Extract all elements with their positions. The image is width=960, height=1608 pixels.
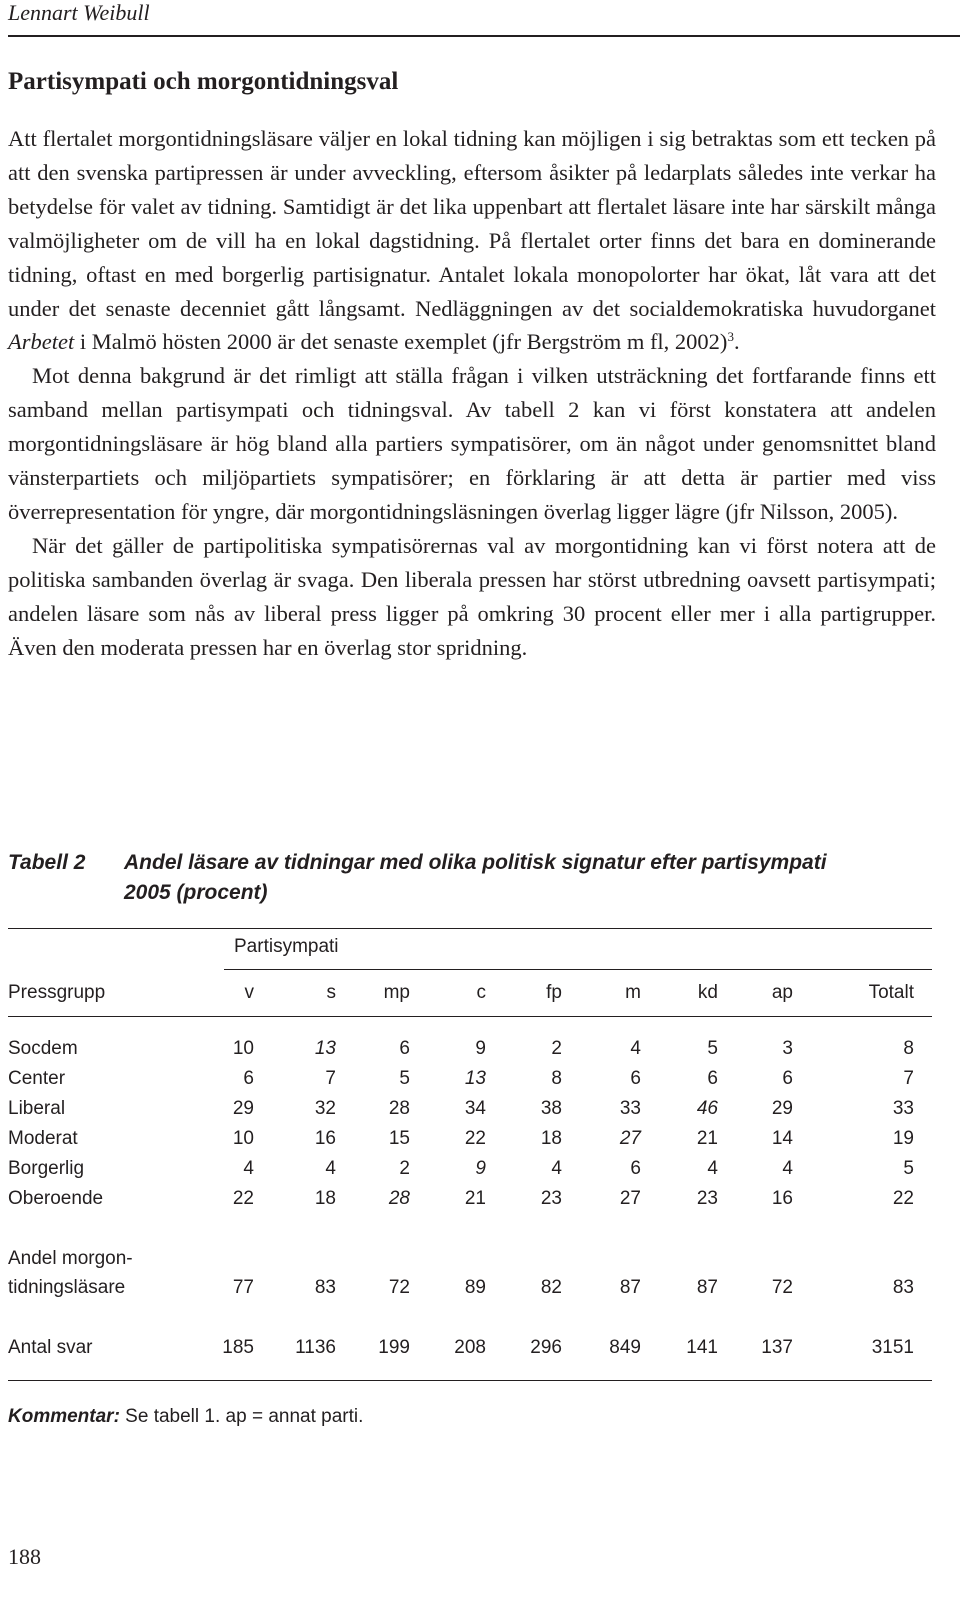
table-cell: 9	[475, 1038, 486, 1059]
paragraph-1-text: Att flertalet morgontidningsläsare väljer en lokal tidning kan möjligen i sig betraktas som ett tecken på att den svenska partipressen är under avveckling, eftersom åsikter på ledarplats således inte verkar ha betydelse för valet av tidning. Samtidigt är det lika uppenbart att flertalet läsare inte har särskilt många valmöjligheter om de vill ha en lokal dagstidning. På flertalet orter finns det bara en dominerande tidning, oftast en med borgerlig partisignatur. Antalet lokala monopolorter har ökat, låt vara att det under det senaste decenniet gått långsamt. Nedläggningen av det socialdemokratiska huvudorganet	[8, 126, 936, 321]
table-cell: 21	[464, 1188, 486, 1209]
comment-text: Se tabell 1. ap = annat parti.	[119, 1406, 364, 1427]
column-header: c	[476, 982, 486, 1003]
table-cell: 14	[771, 1128, 793, 1149]
table-cell: 22	[892, 1188, 914, 1209]
table-cell: 22	[464, 1128, 486, 1149]
table-label: Tabell 2	[8, 851, 86, 874]
column-header: v	[244, 982, 254, 1003]
table-title: Andel läsare av tidningar med olika politisk signatur efter partisympati 2005 (procent)	[124, 851, 827, 904]
table-cell: 33	[619, 1098, 641, 1119]
row-label: Antal svar	[8, 1337, 93, 1358]
table-cell: 185	[222, 1337, 254, 1358]
table-cell: 27	[619, 1128, 641, 1149]
table-cell: 29	[771, 1098, 793, 1119]
table-cell: 849	[609, 1337, 641, 1358]
table-cell: 29	[232, 1098, 254, 1119]
table-cell: 72	[771, 1277, 793, 1298]
section-title: Partisympati och morgontidningsval	[8, 68, 399, 95]
paragraph-1	[8, 122, 936, 359]
table-cell: 8	[903, 1038, 914, 1059]
table-cell: 141	[686, 1337, 718, 1358]
table-cell: 2	[551, 1038, 562, 1059]
table-cell: 3	[782, 1038, 793, 1059]
table-cell: 5	[399, 1068, 410, 1089]
table-group-rule	[224, 969, 932, 970]
table-cell: 87	[619, 1277, 641, 1298]
table-cell: 13	[314, 1038, 336, 1059]
table-cell: 199	[378, 1337, 410, 1358]
table-cell: 4	[630, 1038, 641, 1059]
column-header: ap	[771, 982, 793, 1003]
paragraph-1-rest: i Malmö hösten 2000 är det senaste exemplet (jfr Bergström m fl, 2002)	[74, 329, 728, 355]
table-cell: 1136	[295, 1337, 336, 1358]
table-cell: 10	[232, 1038, 254, 1059]
body-text	[8, 122, 936, 665]
paragraph-2: Mot denna bakgrund är det rimligt att ställa frågan i vilken utsträckning det fortfarande finns ett samband mellan partisympati och tidningsval. Av tabell 2 kan vi först konstatera att andelen morgontidningsläsare är hög bland alla partiers sympatisörer, om än något under genomsnittet bland vänsterpartiets och miljöpartiets sympatisörer; en förklaring är att detta är partier med viss överrepresentation för yngre, där morgontidningsläsningen överlag ligger lägre (jfr Nilsson, 2005).	[8, 363, 936, 524]
comment-label: Kommentar:	[8, 1406, 120, 1427]
table-bottom-rule	[8, 1380, 932, 1381]
table-top-rule	[8, 928, 932, 929]
table-cell: 19	[892, 1128, 914, 1149]
row-label: Moderat	[8, 1128, 78, 1149]
table-cell: 28	[388, 1188, 410, 1209]
column-header: fp	[546, 982, 562, 1003]
table-cell: 6	[630, 1068, 641, 1089]
table-cell: 16	[314, 1128, 336, 1149]
table-header-rule	[8, 1016, 932, 1017]
header-rule	[8, 35, 960, 37]
row-label: Borgerlig	[8, 1158, 85, 1179]
table-cell: 3151	[871, 1337, 914, 1358]
row-label: tidningsläsare	[8, 1277, 126, 1298]
paragraph-1-end: .	[733, 329, 740, 355]
row-label: Socdem	[8, 1038, 78, 1059]
row-label: Liberal	[8, 1098, 66, 1119]
table-comment	[8, 1406, 363, 1428]
table-cell: 32	[314, 1098, 336, 1119]
table-cell: 87	[696, 1277, 718, 1298]
table-cell: 2	[399, 1158, 410, 1179]
table-cell: 77	[232, 1277, 254, 1298]
table-cell: 6	[707, 1068, 718, 1089]
table-cell: 18	[314, 1188, 336, 1209]
table-cell: 7	[325, 1068, 336, 1089]
column-header: m	[625, 982, 641, 1003]
table-cell: 89	[464, 1277, 486, 1298]
table-cell: 38	[540, 1098, 562, 1119]
table-cell: 6	[630, 1158, 641, 1179]
table-cell: 22	[232, 1188, 254, 1209]
table-cell: 6	[243, 1068, 254, 1089]
table-cell: 296	[530, 1337, 562, 1358]
table-cell: 4	[707, 1158, 718, 1179]
row-label: Andel morgon-	[8, 1248, 133, 1269]
table-cell: 27	[619, 1188, 641, 1209]
table-cell: 6	[399, 1038, 410, 1059]
table-cell: 9	[475, 1158, 486, 1179]
table-cell: 16	[771, 1188, 793, 1209]
newspaper-title-arbetet: Arbetet	[8, 329, 75, 355]
table-cell: 8	[551, 1068, 562, 1089]
table-cell: 83	[314, 1277, 336, 1298]
table-cell: 83	[892, 1277, 914, 1298]
table-cell: 72	[388, 1277, 410, 1298]
column-header: Totalt	[868, 982, 914, 1003]
table-cell: 13	[464, 1068, 486, 1089]
table-cell: 23	[696, 1188, 718, 1209]
table-cell: 7	[903, 1068, 914, 1089]
table-cell: 46	[696, 1098, 718, 1119]
page-number: 188	[8, 1544, 41, 1569]
table-cell: 4	[243, 1158, 254, 1179]
table-cell: 21	[696, 1128, 718, 1149]
table-cell: 6	[782, 1068, 793, 1089]
table-cell: 5	[707, 1038, 718, 1059]
table-cell: 15	[388, 1128, 410, 1149]
row-label: Center	[8, 1068, 66, 1089]
table-cell: 208	[454, 1337, 486, 1358]
table-group-header: Partisympati	[234, 936, 339, 957]
running-head-author: Lennart Weibull	[8, 0, 150, 25]
column-header: kd	[697, 982, 718, 1003]
paragraph-3: När det gäller de partipolitiska sympatisörernas val av morgontidning kan vi först notera att de politiska sambanden överlag är svaga. Den liberala pressen har störst utbredning oavsett partisympati; andelen läsare som nås av liberal press ligger på omkring 30 procent eller mer i alla partigrupper. Även den moderata pressen har en överlag stor spridning.	[8, 532, 936, 660]
table-cell: 33	[892, 1098, 914, 1119]
table-cell: 4	[782, 1158, 793, 1179]
column-header: s	[326, 982, 336, 1003]
table-cell: 10	[232, 1128, 254, 1149]
table-cell: 5	[903, 1158, 914, 1179]
footnote-ref: 3	[727, 329, 734, 345]
table-cell: 137	[761, 1337, 793, 1358]
table-row-header: Pressgrupp	[8, 982, 106, 1003]
table-cell: 4	[551, 1158, 562, 1179]
table-cell: 18	[540, 1128, 562, 1149]
table-cell: 82	[540, 1277, 562, 1298]
table-cell: 23	[540, 1188, 562, 1209]
column-header: mp	[383, 982, 410, 1003]
table-cell: 34	[464, 1098, 486, 1119]
row-label: Oberoende	[8, 1188, 104, 1209]
table-cell: 28	[388, 1098, 410, 1119]
table-cell: 4	[325, 1158, 336, 1179]
